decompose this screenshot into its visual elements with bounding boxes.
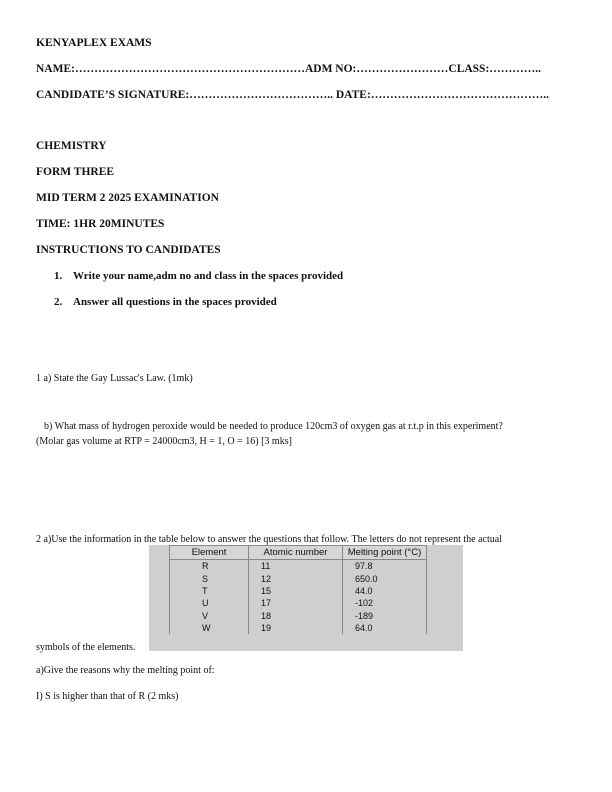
table-cell: W bbox=[170, 622, 249, 634]
question-1a: 1 a) State the Gay Lussac's Law. (1mk) bbox=[36, 373, 193, 384]
instruction-number: 2. bbox=[54, 296, 63, 308]
question-2a: a)Give the reasons why the melting point of: bbox=[36, 665, 215, 676]
table-cell: -102 bbox=[343, 597, 427, 609]
table-cell: 15 bbox=[249, 585, 343, 597]
table-row bbox=[170, 610, 427, 622]
table-cell: 97.8 bbox=[343, 560, 427, 573]
table-cell: 19 bbox=[249, 622, 343, 634]
table-row bbox=[170, 622, 427, 634]
table-cell: S bbox=[170, 572, 249, 584]
form-level: FORM THREE bbox=[36, 166, 115, 178]
table-cell: -189 bbox=[343, 610, 427, 622]
table-cell: 17 bbox=[249, 597, 343, 609]
table-cell: 64.0 bbox=[343, 622, 427, 634]
table-cell: 44.0 bbox=[343, 585, 427, 597]
table-cell: R bbox=[170, 560, 249, 573]
table-header-melting-point: Melting point (°C) bbox=[343, 546, 427, 560]
question-1b-line1: b) What mass of hydrogen peroxide would be needed to produce 120cm3 of oxygen gas at r.t.p in this experiment? bbox=[44, 421, 503, 432]
question-2-line2: symbols of the elements. bbox=[36, 642, 136, 653]
table-cell: 650.0 bbox=[343, 572, 427, 584]
element-data-table bbox=[149, 545, 463, 651]
instruction-text: Answer all questions in the spaces provided bbox=[73, 296, 277, 308]
table-header-atomic-number: Atomic number bbox=[249, 546, 343, 560]
question-2a-i: I) S is higher than that of R (2 mks) bbox=[36, 691, 179, 702]
instruction-text: Write your name,adm no and class in the spaces provided bbox=[73, 270, 344, 282]
instructions-heading: INSTRUCTIONS TO CANDIDATES bbox=[36, 244, 221, 256]
table-row bbox=[170, 572, 427, 584]
subject-title: CHEMISTRY bbox=[36, 140, 107, 152]
instruction-item bbox=[54, 296, 277, 308]
name-admno-class-line: NAME:……………………………………………………ADM NO:……………………CLASS:………….. bbox=[36, 63, 542, 75]
exam-time: TIME: 1HR 20MINUTES bbox=[36, 218, 165, 230]
table-row bbox=[170, 597, 427, 609]
table-cell: 12 bbox=[249, 572, 343, 584]
table-header-row bbox=[170, 546, 427, 560]
instruction-number: 1. bbox=[54, 270, 63, 282]
signature-date-line: CANDIDATE’S SIGNATURE:……………………………….. DATE:……………………………………….. bbox=[36, 89, 550, 101]
table-cell: 18 bbox=[249, 610, 343, 622]
table-row bbox=[170, 560, 427, 573]
table-cell: V bbox=[170, 610, 249, 622]
exam-title: MID TERM 2 2025 EXAMINATION bbox=[36, 192, 219, 204]
table-cell: T bbox=[170, 585, 249, 597]
instruction-item bbox=[54, 270, 343, 282]
table-cell: 11 bbox=[249, 560, 343, 573]
question-1b-line2: (Molar gas volume at RTP = 24000cm3, H = 1, O = 16) [3 mks] bbox=[36, 436, 292, 447]
question-2-line1: 2 a)Use the information in the table below to answer the questions that follow. The letters do not represent the actual bbox=[36, 534, 502, 545]
table-row bbox=[170, 585, 427, 597]
table-header-element: Element bbox=[170, 546, 249, 560]
exam-body-name: KENYAPLEX EXAMS bbox=[36, 37, 152, 49]
table-cell: U bbox=[170, 597, 249, 609]
